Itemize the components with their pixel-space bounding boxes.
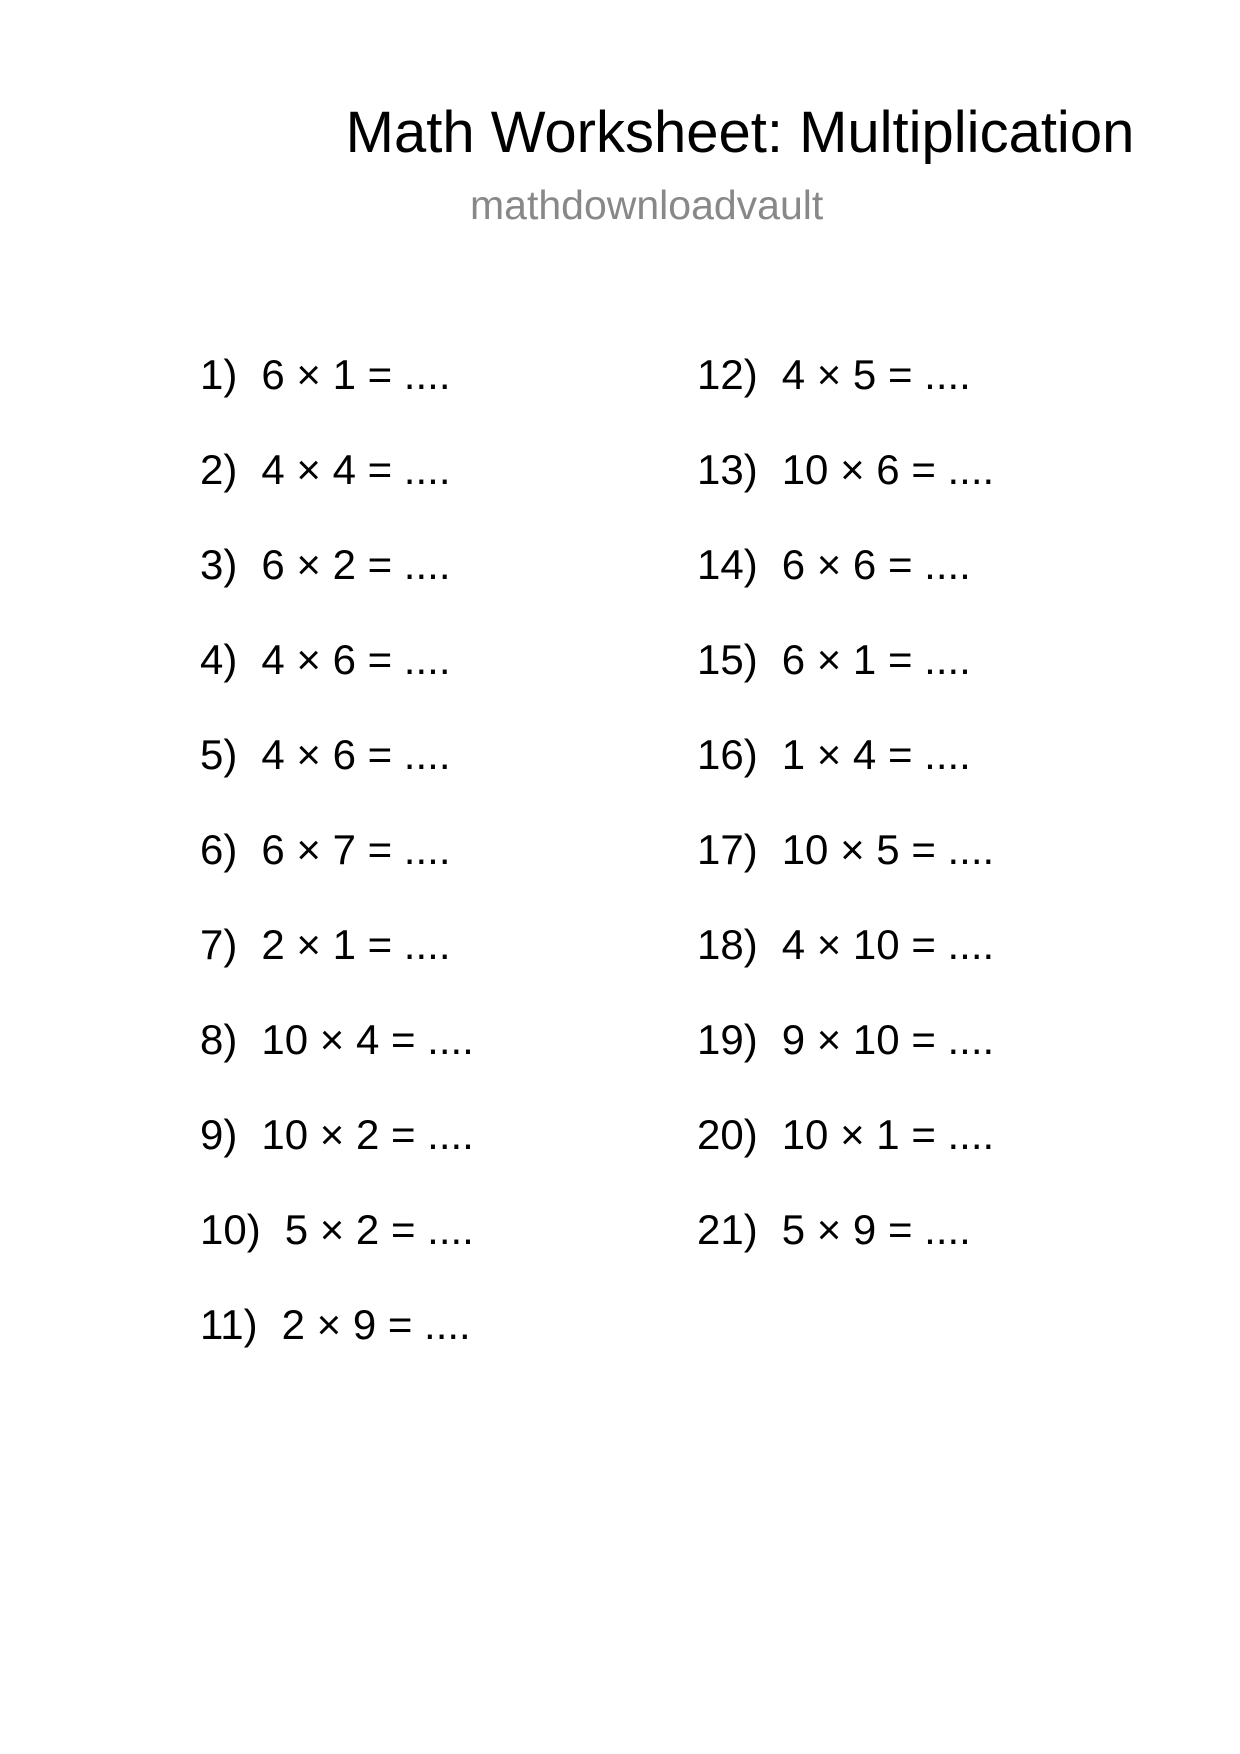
problem-number: 13): [697, 446, 758, 493]
problem-number: 12): [697, 351, 758, 398]
problem-12: [697, 350, 994, 445]
problem-expression: 6 × 1 = ....: [781, 636, 971, 683]
problem-number: 18): [697, 921, 758, 968]
page-title: Math Worksheet: Multiplication: [345, 100, 1135, 165]
problem-11: [200, 1300, 474, 1395]
problem-8: [200, 1015, 474, 1110]
problem-5: [200, 730, 474, 825]
problem-3: [200, 540, 474, 635]
problem-number: 6): [200, 826, 238, 873]
problem-expression: 5 × 2 = ....: [284, 1206, 474, 1253]
problem-expression: 1 × 4 = ....: [781, 731, 971, 778]
problem-expression: 5 × 9 = ....: [781, 1206, 971, 1253]
problem-13: [697, 445, 994, 540]
problem-2: [200, 445, 474, 540]
problem-4: [200, 635, 474, 730]
problem-number: 1): [200, 351, 238, 398]
problem-15: [697, 635, 994, 730]
problem-number: 4): [200, 636, 238, 683]
problem-number: 19): [697, 1016, 758, 1063]
problem-expression: 4 × 5 = ....: [781, 351, 971, 398]
problem-21: [697, 1205, 994, 1300]
problem-expression: 10 × 2 = ....: [261, 1111, 474, 1158]
problems-column-right: [697, 350, 994, 1300]
site-name: mathdownloadvault: [470, 182, 824, 228]
problem-number: 8): [200, 1016, 238, 1063]
problem-expression: 6 × 6 = ....: [781, 541, 971, 588]
problem-expression: 2 × 9 = ....: [281, 1301, 471, 1348]
problem-number: 7): [200, 921, 238, 968]
problem-expression: 6 × 7 = ....: [261, 826, 451, 873]
problem-expression: 4 × 6 = ....: [261, 636, 451, 683]
problem-20: [697, 1110, 994, 1205]
problem-6: [200, 825, 474, 920]
problem-number: 15): [697, 636, 758, 683]
problem-17: [697, 825, 994, 920]
problem-number: 14): [697, 541, 758, 588]
problem-9: [200, 1110, 474, 1205]
problem-expression: 2 × 1 = ....: [261, 921, 451, 968]
problem-number: 17): [697, 826, 758, 873]
problem-number: 11): [200, 1301, 258, 1348]
problem-number: 20): [697, 1111, 758, 1158]
problem-expression: 4 × 6 = ....: [261, 731, 451, 778]
problem-expression: 4 × 4 = ....: [261, 446, 451, 493]
problems-column-left: [200, 350, 474, 1395]
problem-expression: 10 × 5 = ....: [781, 826, 995, 873]
problem-number: 5): [200, 731, 238, 778]
problem-number: 3): [200, 541, 238, 588]
problem-19: [697, 1015, 994, 1110]
problem-18: [697, 920, 994, 1015]
problem-expression: 6 × 2 = ....: [261, 541, 451, 588]
problem-7: [200, 920, 474, 1015]
problem-expression: 9 × 10 = ....: [781, 1016, 995, 1063]
problem-number: 16): [697, 731, 758, 778]
problem-expression: 10 × 1 = ....: [781, 1111, 995, 1158]
problem-number: 2): [200, 446, 238, 493]
problem-1: [200, 350, 474, 445]
problem-10: [200, 1205, 474, 1300]
problem-expression: 10 × 4 = ....: [261, 1016, 474, 1063]
problem-14: [697, 540, 994, 635]
problem-number: 10): [200, 1206, 261, 1253]
problem-expression: 10 × 6 = ....: [781, 446, 995, 493]
problem-expression: 6 × 1 = ....: [261, 351, 451, 398]
problem-number: 9): [200, 1111, 238, 1158]
problem-number: 21): [697, 1206, 758, 1253]
problem-16: [697, 730, 994, 825]
problem-expression: 4 × 10 = ....: [781, 921, 995, 968]
